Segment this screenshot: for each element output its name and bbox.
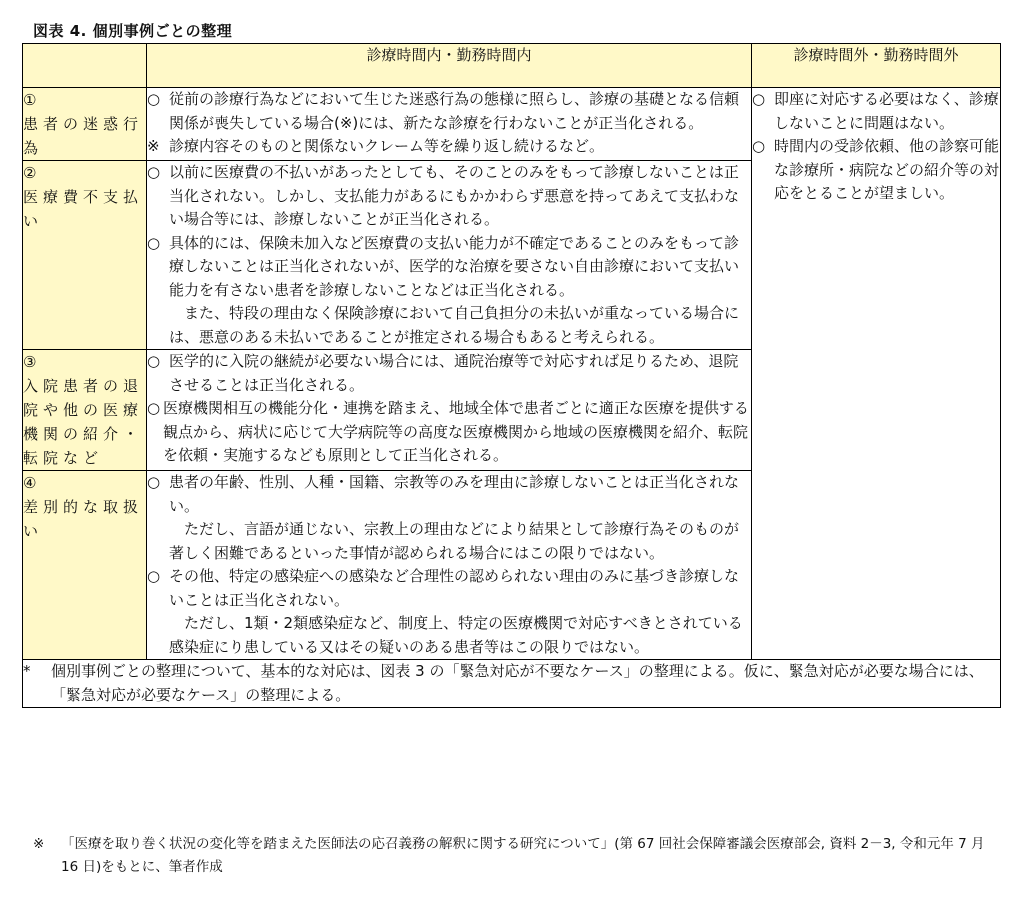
circle-bullet: ○ — [752, 90, 766, 108]
header-in-hours: 診療時間内・勤務時間内 — [147, 44, 752, 88]
row-label — [23, 471, 147, 660]
row-number: ④ — [23, 474, 37, 492]
row-body — [147, 161, 752, 350]
header-out-of-hours: 診療時間外・勤務時間外 — [752, 44, 1001, 88]
continuation-paragraph: また、特段の理由なく保険診療において自己負担分の未払いが重なっている場合には、悪意のある未払いであることが推定される場合もあると考えられる。 — [169, 304, 740, 346]
item-text: 医学的に入院の継続が必要ない場合には、通院治療等で対応すれば足りるため、退院させることは正当化される。 — [169, 352, 739, 394]
circle-bullet: ○ — [147, 399, 161, 417]
row-label — [23, 161, 147, 350]
row-label-text: 患者の迷惑行為 — [23, 115, 144, 157]
item-text: 以前に医療費の不払いがあったとしても、そのことのみをもって診療しないことは正当化されない。しかし、支払能力があるにもかかわらず悪意を持ってあえて支払わない場合等には、診療しないことが正当化される。 — [169, 163, 740, 228]
item-text: 患者の年齢、性別、人種・国籍、宗教等のみを理由に診療しないことは正当化されない。 — [169, 473, 740, 515]
asterisk-mark: * — [23, 662, 31, 680]
list-item — [147, 161, 751, 232]
row-label-text: 医療費不支払い — [23, 188, 144, 230]
circle-bullet: ○ — [147, 233, 161, 252]
list-item — [147, 232, 751, 303]
circle-bullet: ○ — [147, 473, 161, 491]
list-item — [752, 88, 1000, 135]
row-body — [147, 471, 752, 660]
row-label — [23, 350, 147, 471]
table-header-row — [23, 44, 1001, 88]
list-item — [147, 350, 751, 397]
row-label-text: 入院患者の退院や他の医療機関の紹介・転院など — [23, 377, 144, 467]
continuation-paragraph: ただし、1類・2類感染症など、制度上、特定の医療機関で対応すべきとされている感染症にり患している又はその疑いのある患者等はこの限りではない。 — [169, 614, 743, 656]
note-mark: ※ — [33, 836, 45, 852]
item-text: 時間内の受診依頼、他の診察可能な診療所・病院などの紹介等の対応をとることが望ましい。 — [774, 137, 1000, 202]
row-number: ① — [23, 91, 37, 109]
row-label — [23, 88, 147, 161]
item-text: その他、特定の感染症への感染など合理性の認められない理由のみに基づき診療しないことは正当化されない。 — [169, 567, 740, 609]
row-body — [147, 350, 752, 471]
footer-cell — [23, 660, 1001, 708]
footer-item — [23, 660, 1000, 707]
table-footer-row — [23, 660, 1001, 708]
circle-bullet: ○ — [147, 90, 161, 108]
note-mark: ※ — [147, 137, 160, 155]
circle-bullet: ○ — [147, 352, 161, 370]
item-text: 診療内容そのものと関係ないクレーム等を繰り返し続けるなど。 — [169, 137, 605, 155]
list-item — [147, 471, 751, 518]
circle-bullet: ○ — [147, 567, 161, 585]
item-text: 従前の診療行為などにおいて生じた迷惑行為の態様に照らし、診療の基礎となる信頼関係が喪失している場合(※)には、新たな診療を行わないことが正当化される。 — [169, 90, 740, 132]
continuation-paragraph: ただし、言語が通じない、宗教上の理由などにより結果として診療行為そのものが著しく困難であるといった事情が認められる場合にはこの限りではない。 — [169, 520, 740, 562]
circle-bullet: ○ — [752, 137, 766, 155]
source-note — [33, 833, 993, 879]
circle-bullet: ○ — [147, 163, 161, 181]
footer-text: 個別事例ごとの整理について、基本的な対応は、図表 3 の「緊急対応が不要なケース」の整理による。仮に、緊急対応が必要な場合には、「緊急対応が必要なケース」の整理による。 — [51, 662, 984, 704]
list-item — [147, 397, 751, 468]
list-item — [147, 565, 751, 612]
header-blank-cell — [23, 44, 147, 88]
note-text: 「医療を取り巻く状況の変化等を踏まえた医師法の応召義務の解釈に関する研究について」(第 67 回社会保障審議会医療部会, 資料 2－3, 令和元年 7 月 16 日)をもとに、筆者作成 — [61, 836, 985, 875]
row-number: ③ — [23, 353, 37, 371]
row-body — [147, 88, 752, 161]
list-item — [147, 135, 751, 159]
item-text: 具体的には、保険未加入など医療費の支払い能力が不確定であることのみをもって診療しないことは正当化されないが、医学的な治療を要さない自由診療において支払い能力を有さない患者を診療しないことなどは正当化される。 — [169, 233, 740, 299]
out-of-hours-cell — [752, 88, 1001, 660]
list-item — [752, 135, 1000, 206]
row-number: ② — [23, 164, 37, 182]
note-item — [33, 833, 993, 879]
list-item — [147, 88, 751, 135]
row-label-text: 差別的な取扱い — [23, 498, 144, 540]
case-table — [22, 43, 1001, 708]
item-text: 医療機関相互の機能分化・連携を踏まえ、地域全体で患者ごとに適正な医療を提供する観点から、病状に応じて大学病院等の高度な医療機関から地域の医療機関を紹介、転院を依頼・実施するなども原則として正当化される。 — [163, 399, 749, 464]
item-text: 即座に対応する必要はなく、診療しないことに問題はない。 — [774, 90, 999, 132]
figure-title: 図表 4. 個別事例ごとの整理 — [33, 22, 233, 40]
table-row — [23, 88, 1001, 161]
